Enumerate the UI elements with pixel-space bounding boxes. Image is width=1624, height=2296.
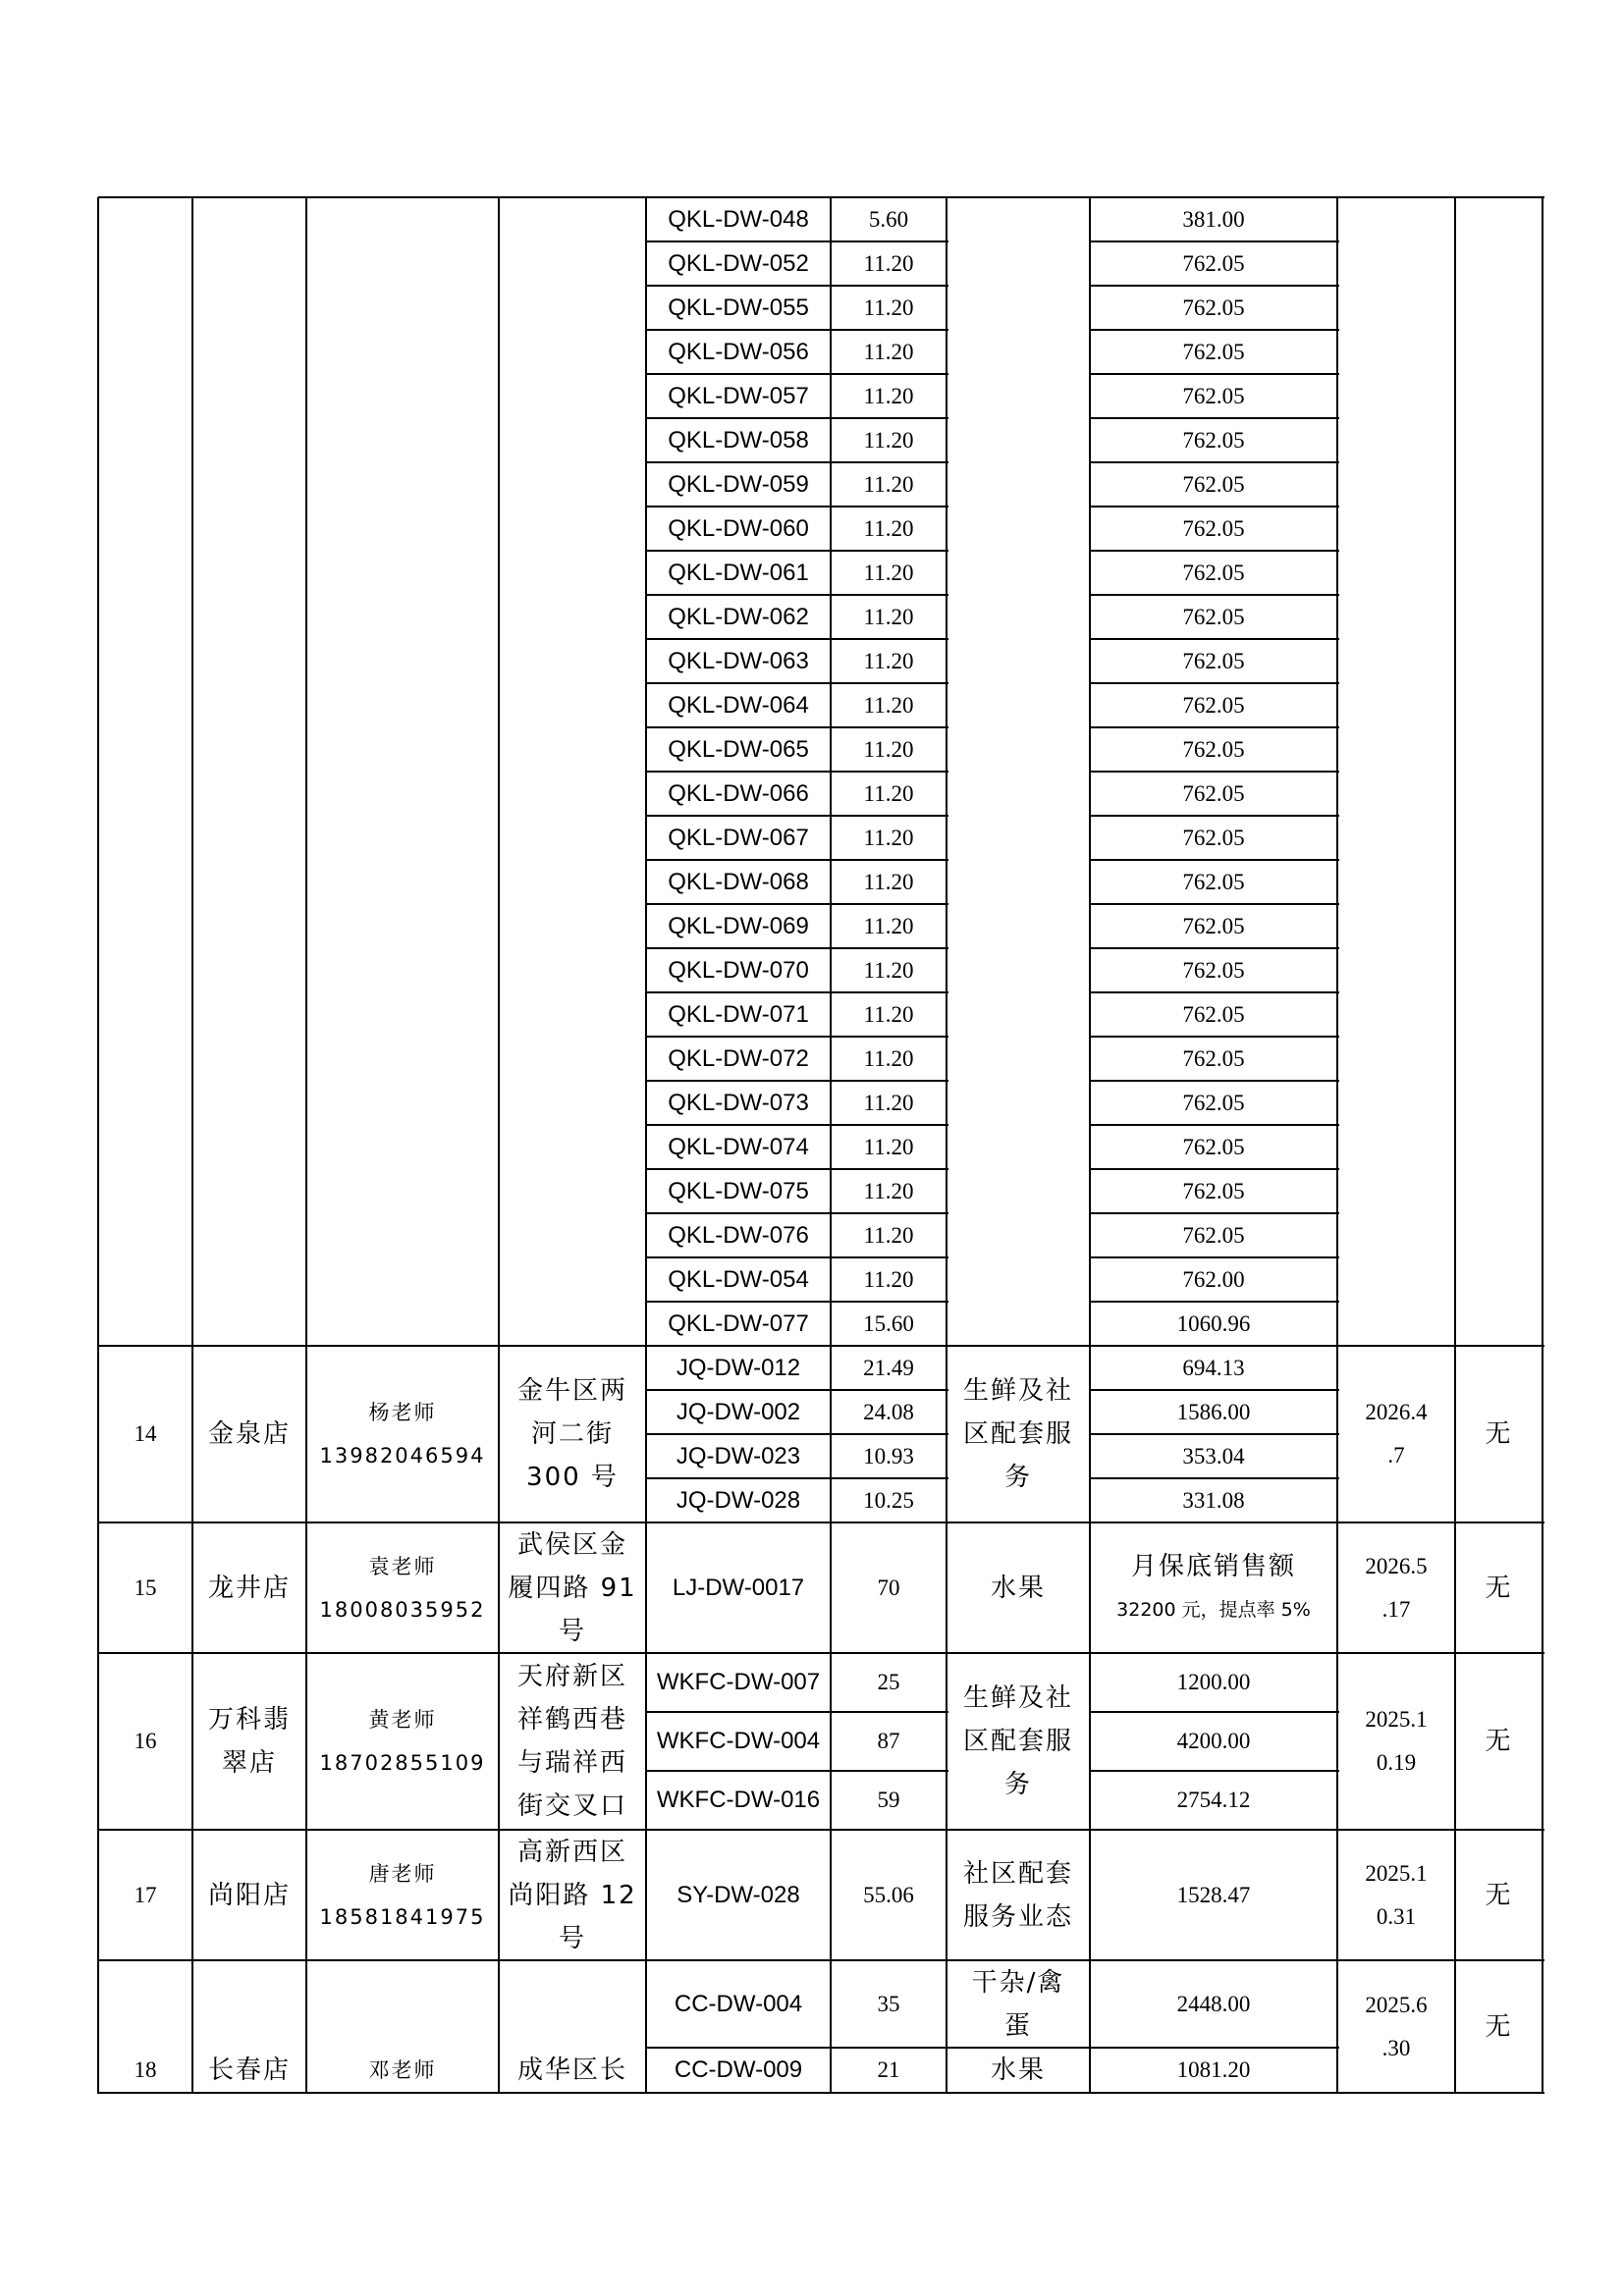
unit-area-cell-text: 11.20 xyxy=(863,471,914,497)
unit-rent-cell xyxy=(1090,241,1337,286)
unit-area-cell xyxy=(831,1478,947,1522)
store-name-cell-text: 龙井店 xyxy=(207,1573,291,1603)
unit-rent-cell-text: 762.05 xyxy=(1182,471,1245,497)
unit-code-cell xyxy=(646,241,831,286)
unit-rent-cell xyxy=(1090,1390,1337,1434)
unit-rent-cell xyxy=(1090,860,1337,904)
unit-area-cell-text: 11.20 xyxy=(863,339,914,364)
unit-rent-cell-text: 1081.20 xyxy=(1176,2057,1251,2082)
store-note-cell xyxy=(1455,1522,1543,1653)
store-date-cell xyxy=(1337,1960,1455,2093)
unit-code-cell xyxy=(646,1302,831,1346)
unit-code-cell xyxy=(646,1390,831,1434)
unit-rent-cell-text: 762.05 xyxy=(1182,1090,1245,1115)
unit-area-cell-text: 11.20 xyxy=(863,560,914,585)
unit-rent-cell-text: 762.05 xyxy=(1182,957,1245,983)
store-index-cell-text: 17 xyxy=(134,1882,157,1907)
unit-area-cell xyxy=(831,948,947,992)
unit-area-cell-text: 70 xyxy=(877,1575,900,1600)
unit-area-cell xyxy=(831,683,947,727)
unit-code-cell-text: QKL-DW-058 xyxy=(668,426,809,454)
unit-rent-cell xyxy=(1090,1257,1337,1302)
unit-rent-cell xyxy=(1090,639,1337,683)
unit-area-cell xyxy=(831,507,947,551)
unit-rent-cell xyxy=(1090,507,1337,551)
unit-rent-cell xyxy=(1090,286,1337,330)
unit-area-cell xyxy=(831,1169,947,1213)
unit-code-cell-text: QKL-DW-057 xyxy=(668,382,809,409)
store-contact-cell-text: 袁老师 18008035952 xyxy=(319,1554,486,1622)
unit-code-cell-text: QKL-DW-054 xyxy=(668,1265,809,1293)
unit-rent-cell xyxy=(1090,197,1337,241)
unit-rent-cell xyxy=(1090,904,1337,948)
unit-area-cell-text: 10.93 xyxy=(863,1443,914,1468)
store-index-cell xyxy=(98,2048,192,2093)
unit-rent-cell-text: 694.13 xyxy=(1182,1355,1245,1380)
unit-rent-cell xyxy=(1090,1478,1337,1522)
store-business-cell-text: 水果 xyxy=(990,1573,1046,1603)
unit-area-cell xyxy=(831,639,947,683)
rent-terms-line1: 月保底销售额 xyxy=(1130,1551,1296,1581)
unit-code-cell xyxy=(646,1522,831,1653)
unit-code-cell-text: QKL-DW-066 xyxy=(668,779,809,807)
store-contact-cell xyxy=(306,2048,499,2093)
unit-rent-cell-text: 2754.12 xyxy=(1176,1788,1251,1812)
unit-rent-cell-text: 1586.00 xyxy=(1176,1399,1251,1424)
unit-code-cell-text: QKL-DW-069 xyxy=(668,912,809,939)
store-address-cell-text: 成华区长 xyxy=(516,2056,627,2085)
unit-area-cell xyxy=(831,1653,947,1712)
store-name-cell-text: 万科翡 翠店 xyxy=(207,1705,291,1778)
unit-code-cell xyxy=(646,1960,831,2048)
unit-rent-cell-text: 762.05 xyxy=(1182,648,1245,673)
unit-rent-cell xyxy=(1090,992,1337,1037)
store-contact-cell xyxy=(306,1653,499,1830)
store-address-cell xyxy=(499,1346,646,1522)
store-note-cell xyxy=(1455,1653,1543,1830)
unit-rent-cell-text: 381.00 xyxy=(1182,206,1245,232)
unit-rent-cell xyxy=(1090,1771,1337,1830)
store-name-cell xyxy=(192,1522,306,1653)
unit-area-cell xyxy=(831,1302,947,1346)
unit-code-cell-text: QKL-DW-061 xyxy=(668,559,809,586)
unit-code-cell xyxy=(646,1478,831,1522)
unit-code-cell xyxy=(646,1081,831,1125)
store-contact-cell-text: 邓老师 xyxy=(368,2058,437,2082)
unit-code-cell-text: WKFC-DW-016 xyxy=(656,1787,821,1813)
unit-rent-cell xyxy=(1090,1960,1337,2048)
store-date-cell-text: 2026.4 .7 xyxy=(1365,1400,1428,1468)
unit-business-cell-text: 水果 xyxy=(990,2056,1046,2085)
unit-area-cell xyxy=(831,904,947,948)
unit-code-cell xyxy=(646,286,831,330)
store-index-cell-text: 16 xyxy=(134,1729,157,1753)
store-business-cell-text: 生鲜及社 区配套服 务 xyxy=(962,1376,1073,1492)
unit-rent-cell-text: 762.05 xyxy=(1182,560,1245,585)
store-note-cell xyxy=(1455,1830,1543,1960)
store-name-cell xyxy=(192,1830,306,1960)
unit-area-cell-text: 11.20 xyxy=(863,1178,914,1203)
unit-area-cell xyxy=(831,197,947,241)
unit-code-cell-text: CC-DW-009 xyxy=(674,2056,803,2083)
unit-code-cell-text: QKL-DW-071 xyxy=(668,1000,809,1028)
store-date-cell xyxy=(1337,1653,1455,1830)
unit-code-cell xyxy=(646,1037,831,1081)
store-note-cell-text: 无 xyxy=(1485,1419,1513,1449)
store-date-cell xyxy=(1337,1346,1455,1522)
unit-area-cell-text: 11.20 xyxy=(863,515,914,541)
unit-code-cell xyxy=(646,860,831,904)
unit-rent-cell-text: 762.05 xyxy=(1182,294,1245,320)
unit-code-cell-text: CC-DW-004 xyxy=(674,1990,803,2017)
store-name-cell xyxy=(192,1346,306,1522)
unit-rent-cell-text: 762.05 xyxy=(1182,1045,1245,1071)
unit-area-cell xyxy=(831,241,947,286)
store-address-cell xyxy=(499,1522,646,1653)
unit-area-cell-text: 11.20 xyxy=(863,780,914,806)
store-business-cell-text: 社区配套 服务业态 xyxy=(962,1858,1073,1932)
unit-rent-cell-text: 762.00 xyxy=(1182,1266,1245,1292)
unit-area-cell-text: 11.20 xyxy=(863,1045,914,1071)
store-address-cell-text: 高新西区 尚阳路 12 号 xyxy=(508,1837,637,1953)
unit-rent-cell-text: 762.05 xyxy=(1182,604,1245,629)
unit-area-cell-text: 11.20 xyxy=(863,1090,914,1115)
unit-rent-cell-text: 762.05 xyxy=(1182,1001,1245,1027)
unit-rent-cell-text: 331.08 xyxy=(1182,1487,1245,1513)
unit-code-cell xyxy=(646,727,831,772)
unit-rent-cell-text: 353.04 xyxy=(1182,1443,1245,1468)
store-name-cell-text: 长春店 xyxy=(207,2056,291,2085)
unit-area-cell-text: 11.20 xyxy=(863,1266,914,1292)
unit-area-cell-text: 21.49 xyxy=(863,1355,914,1380)
unit-code-cell-text: QKL-DW-056 xyxy=(668,338,809,365)
unit-area-cell-text: 11.20 xyxy=(863,1134,914,1159)
unit-rent-cell-text: 4200.00 xyxy=(1176,1729,1251,1753)
unit-area-cell xyxy=(831,1960,947,2048)
unit-rent-cell-text: 762.05 xyxy=(1182,1134,1245,1159)
unit-area-cell-text: 11.20 xyxy=(863,427,914,453)
unit-rent-cell xyxy=(1090,727,1337,772)
store-name-cell xyxy=(192,2048,306,2093)
unit-rent-cell xyxy=(1090,374,1337,418)
unit-rent-cell xyxy=(1090,418,1337,462)
unit-code-cell-text: QKL-DW-062 xyxy=(668,603,809,630)
store-date-cell xyxy=(1337,1522,1455,1653)
unit-area-cell-text: 21 xyxy=(877,2057,900,2082)
unit-code-cell-text: QKL-DW-064 xyxy=(668,691,809,719)
unit-business-cell xyxy=(947,2048,1090,2093)
unit-area-cell-text: 11.20 xyxy=(863,1222,914,1248)
unit-code-cell-text: QKL-DW-067 xyxy=(668,824,809,851)
store-business-cell-text: 生鲜及社 区配套服 务 xyxy=(962,1683,1073,1799)
unit-rent-cell-text: 762.05 xyxy=(1182,1222,1245,1248)
unit-area-cell-text: 55.06 xyxy=(863,1882,914,1907)
store-address-cell xyxy=(499,1653,646,1830)
unit-area-cell xyxy=(831,1434,947,1478)
unit-rent-cell xyxy=(1090,1830,1337,1960)
unit-code-cell xyxy=(646,1346,831,1390)
unit-area-cell xyxy=(831,816,947,860)
unit-rent-cell xyxy=(1090,1434,1337,1478)
unit-rent-cell xyxy=(1090,551,1337,595)
unit-area-cell xyxy=(831,595,947,639)
store-index-cell-text: 15 xyxy=(134,1575,157,1600)
unit-rent-cell-text: 762.05 xyxy=(1182,339,1245,364)
unit-rent-cell xyxy=(1090,1302,1337,1346)
unit-code-cell-text: QKL-DW-063 xyxy=(668,647,809,674)
store-address-cell xyxy=(499,2048,646,2093)
unit-rent-cell xyxy=(1090,1081,1337,1125)
store-contact-cell-text: 唐老师 18581841975 xyxy=(319,1861,486,1929)
unit-rent-cell-text: 2448.00 xyxy=(1176,1991,1251,2016)
unit-area-cell xyxy=(831,1213,947,1257)
unit-area-cell-text: 11.20 xyxy=(863,692,914,718)
unit-area-cell xyxy=(831,418,947,462)
unit-code-cell-text: WKFC-DW-004 xyxy=(656,1728,821,1754)
unit-code-cell-text: QKL-DW-070 xyxy=(668,956,809,984)
store-business-cell xyxy=(947,1830,1090,1960)
unit-code-cell xyxy=(646,904,831,948)
unit-code-cell-text: QKL-DW-068 xyxy=(668,868,809,895)
unit-code-cell-text: QKL-DW-059 xyxy=(668,470,809,498)
unit-area-cell-text: 11.20 xyxy=(863,825,914,850)
unit-rent-cell xyxy=(1090,1169,1337,1213)
unit-rent-cell xyxy=(1090,772,1337,816)
unit-rent-cell xyxy=(1090,816,1337,860)
store-date-cell-text: 2026.5 .17 xyxy=(1365,1553,1428,1622)
unit-area-cell xyxy=(831,286,947,330)
row-border xyxy=(646,2047,1339,2049)
store-note-cell-text: 无 xyxy=(1485,1573,1513,1603)
store-date-cell-text: 2025.1 0.31 xyxy=(1365,1860,1428,1929)
unit-rent-cell xyxy=(1090,1522,1337,1653)
unit-area-cell xyxy=(831,727,947,772)
store-contact-cell xyxy=(306,1346,499,1522)
unit-code-cell xyxy=(646,816,831,860)
unit-code-cell xyxy=(646,1830,831,1960)
unit-area-cell xyxy=(831,462,947,507)
unit-rent-cell-text: 762.05 xyxy=(1182,383,1245,408)
unit-rent-cell-text: 762.05 xyxy=(1182,869,1245,894)
unit-code-cell-text: JQ-DW-012 xyxy=(676,1354,801,1381)
unit-code-cell xyxy=(646,595,831,639)
store-contact-cell-text: 杨老师 13982046594 xyxy=(319,1401,486,1468)
unit-rent-cell xyxy=(1090,1213,1337,1257)
unit-rent-cell xyxy=(1090,595,1337,639)
unit-area-cell-text: 11.20 xyxy=(863,294,914,320)
unit-code-cell-text: LJ-DW-0017 xyxy=(672,1574,805,1601)
store-address-cell-text: 金牛区两 河二街 300 号 xyxy=(516,1376,627,1492)
unit-rent-cell-text: 1200.00 xyxy=(1176,1670,1251,1694)
unit-rent-cell-text: 762.05 xyxy=(1182,692,1245,718)
unit-area-cell xyxy=(831,1346,947,1390)
store-note-cell-text: 无 xyxy=(1485,1727,1513,1756)
unit-area-cell-text: 11.20 xyxy=(863,1001,914,1027)
unit-area-cell-text: 10.25 xyxy=(863,1487,914,1513)
unit-area-cell xyxy=(831,860,947,904)
unit-code-cell-text: WKFC-DW-007 xyxy=(656,1669,821,1695)
unit-area-cell-text: 11.20 xyxy=(863,957,914,983)
unit-code-cell-text: QKL-DW-060 xyxy=(668,514,809,542)
unit-area-cell-text: 11.20 xyxy=(863,250,914,276)
unit-area-cell xyxy=(831,1771,947,1830)
unit-rent-cell-text: 762.05 xyxy=(1182,825,1245,850)
unit-code-cell xyxy=(646,1213,831,1257)
store-name-cell-text: 尚阳店 xyxy=(207,1880,291,1910)
unit-code-cell xyxy=(646,1434,831,1478)
unit-code-cell xyxy=(646,1257,831,1302)
store-address-cell-text: 天府新区 祥鹤西巷 与瑞祥西 街交叉口 xyxy=(516,1662,627,1821)
unit-area-cell-text: 11.20 xyxy=(863,383,914,408)
store-business-cell xyxy=(947,1653,1090,1830)
unit-area-cell xyxy=(831,1037,947,1081)
store-business-cell xyxy=(947,1522,1090,1653)
unit-code-cell-text: SY-DW-028 xyxy=(677,1881,800,1908)
unit-area-cell-text: 24.08 xyxy=(863,1399,914,1424)
unit-code-cell xyxy=(646,2048,831,2093)
unit-code-cell-text: QKL-DW-052 xyxy=(668,249,809,277)
unit-code-cell xyxy=(646,1771,831,1830)
store-index-cell-text: 18 xyxy=(134,2057,157,2082)
unit-area-cell xyxy=(831,551,947,595)
unit-rent-cell xyxy=(1090,683,1337,727)
unit-area-cell-text: 25 xyxy=(877,1670,900,1694)
unit-rent-cell xyxy=(1090,1125,1337,1169)
unit-rent-cell-text: 762.05 xyxy=(1182,1178,1245,1203)
unit-code-cell-text: QKL-DW-074 xyxy=(668,1133,809,1160)
unit-rent-cell xyxy=(1090,462,1337,507)
unit-area-cell-text: 87 xyxy=(877,1729,900,1753)
unit-area-cell xyxy=(831,1830,947,1960)
unit-code-cell-text: QKL-DW-077 xyxy=(668,1309,809,1337)
unit-area-cell xyxy=(831,1081,947,1125)
unit-code-cell-text: QKL-DW-048 xyxy=(668,205,809,233)
unit-code-cell-text: QKL-DW-076 xyxy=(668,1221,809,1249)
unit-rent-cell-text: 762.05 xyxy=(1182,913,1245,938)
unit-rent-cell-text: 762.05 xyxy=(1182,515,1245,541)
unit-area-cell-text: 5.60 xyxy=(868,206,909,232)
store-date-cell-text: 2025.1 0.19 xyxy=(1365,1707,1428,1775)
store-business-cell xyxy=(947,1346,1090,1522)
unit-code-cell-text: QKL-DW-065 xyxy=(668,735,809,763)
unit-rent-cell-text: 762.05 xyxy=(1182,427,1245,453)
store-index-cell-text: 14 xyxy=(134,1421,157,1446)
unit-area-cell-text: 35 xyxy=(877,1991,900,2016)
store-date-cell xyxy=(1337,1830,1455,1960)
store-note-cell-text: 无 xyxy=(1485,1880,1513,1910)
store-index-cell xyxy=(98,1653,192,1830)
rent-terms-line2: 32200 元，提点率 5% xyxy=(1116,1598,1311,1621)
unit-area-cell-text: 11.20 xyxy=(863,913,914,938)
unit-code-cell xyxy=(646,1712,831,1771)
unit-area-cell-text: 11.20 xyxy=(863,869,914,894)
unit-code-cell xyxy=(646,1169,831,1213)
store-note-cell xyxy=(1455,1960,1543,2093)
unit-area-cell-text: 11.20 xyxy=(863,604,914,629)
unit-code-cell xyxy=(646,992,831,1037)
store-contact-cell-text: 黄老师 18702855109 xyxy=(319,1708,486,1775)
unit-rent-cell xyxy=(1090,1037,1337,1081)
unit-code-cell-text: QKL-DW-073 xyxy=(668,1089,809,1116)
unit-area-cell xyxy=(831,772,947,816)
unit-code-cell xyxy=(646,1125,831,1169)
unit-area-cell-text: 11.20 xyxy=(863,736,914,762)
unit-area-cell xyxy=(831,330,947,374)
unit-business-cell xyxy=(947,1960,1090,2048)
unit-rent-cell xyxy=(1090,1712,1337,1771)
unit-rent-cell-text: 1060.96 xyxy=(1176,1310,1251,1336)
unit-rent-cell-text: 1528.47 xyxy=(1176,1882,1251,1907)
unit-code-cell-text: QKL-DW-055 xyxy=(668,294,809,321)
unit-code-cell-text: QKL-DW-075 xyxy=(668,1177,809,1204)
unit-area-cell xyxy=(831,2048,947,2093)
unit-area-cell xyxy=(831,992,947,1037)
store-index-cell xyxy=(98,1830,192,1960)
store-address-cell-text: 武侯区金 履四路 91 号 xyxy=(508,1529,637,1646)
unit-rent-cell xyxy=(1090,1346,1337,1390)
unit-code-cell xyxy=(646,551,831,595)
unit-code-cell xyxy=(646,948,831,992)
unit-code-cell xyxy=(646,683,831,727)
unit-rent-cell xyxy=(1090,2048,1337,2093)
unit-rent-cell xyxy=(1090,948,1337,992)
unit-code-cell xyxy=(646,462,831,507)
unit-code-cell xyxy=(646,1653,831,1712)
store-note-cell xyxy=(1455,1346,1543,1522)
unit-area-cell-text: 59 xyxy=(877,1788,900,1812)
unit-area-cell xyxy=(831,1712,947,1771)
unit-area-cell-text: 15.60 xyxy=(863,1310,914,1336)
unit-rent-cell xyxy=(1090,330,1337,374)
row-border xyxy=(98,2092,1544,2094)
unit-business-cell-text: 干杂/禽 蛋 xyxy=(971,1967,1065,2041)
unit-rent-cell xyxy=(1090,1653,1337,1712)
unit-code-cell-text: QKL-DW-072 xyxy=(668,1044,809,1072)
store-contact-cell xyxy=(306,1830,499,1960)
unit-area-cell xyxy=(831,1257,947,1302)
unit-area-cell xyxy=(831,1390,947,1434)
unit-area-cell xyxy=(831,374,947,418)
unit-code-cell xyxy=(646,374,831,418)
lease-table xyxy=(98,197,1543,2090)
unit-code-cell-text: JQ-DW-023 xyxy=(676,1442,801,1469)
store-address-cell xyxy=(499,1830,646,1960)
store-name-cell-text: 金泉店 xyxy=(207,1419,291,1449)
store-date-cell-text: 2025.6 .30 xyxy=(1365,1992,1428,2060)
unit-rent-cell-text: 762.05 xyxy=(1182,736,1245,762)
unit-code-cell xyxy=(646,330,831,374)
store-contact-cell xyxy=(306,1522,499,1653)
unit-code-cell-text: JQ-DW-028 xyxy=(676,1486,801,1514)
unit-rent-cell-text: 762.05 xyxy=(1182,780,1245,806)
unit-code-cell xyxy=(646,507,831,551)
unit-area-cell xyxy=(831,1522,947,1653)
store-index-cell xyxy=(98,1346,192,1522)
unit-rent-cell-text: 762.05 xyxy=(1182,250,1245,276)
store-name-cell xyxy=(192,1653,306,1830)
store-note-cell-text: 无 xyxy=(1485,2011,1513,2042)
unit-code-cell-text: JQ-DW-002 xyxy=(676,1398,801,1425)
unit-code-cell xyxy=(646,197,831,241)
unit-code-cell xyxy=(646,639,831,683)
unit-code-cell xyxy=(646,772,831,816)
store-index-cell xyxy=(98,1522,192,1653)
unit-area-cell xyxy=(831,1125,947,1169)
unit-code-cell xyxy=(646,418,831,462)
unit-area-cell-text: 11.20 xyxy=(863,648,914,673)
